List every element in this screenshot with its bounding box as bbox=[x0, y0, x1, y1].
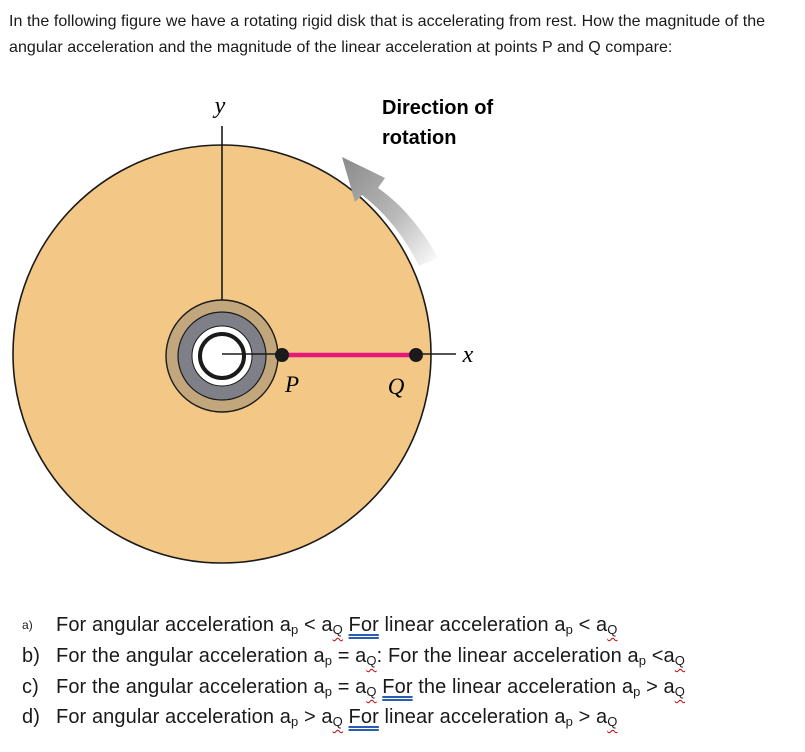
direction-label-line2: rotation bbox=[382, 127, 457, 149]
x-axis-label: x bbox=[462, 342, 474, 368]
option-d[interactable]: d) For angular acceleration $a_p > a_Q$ For linear acceleration $a_p > a_Q$ bbox=[22, 706, 618, 729]
point-p-label: P bbox=[284, 372, 300, 397]
point-q bbox=[409, 348, 423, 362]
y-axis-label: y bbox=[214, 93, 226, 119]
rotating-disk-figure bbox=[0, 80, 805, 600]
axle bbox=[200, 334, 244, 378]
point-p bbox=[275, 348, 289, 362]
option-c[interactable]: c) For the angular acceleration $a_p = a_Q$ For the linear acceleration $a_p > a_Q$ bbox=[22, 676, 685, 699]
option-marker: a) bbox=[22, 618, 33, 632]
option-marker: c) bbox=[22, 676, 39, 698]
direction-label-line1: Direction of bbox=[382, 97, 494, 119]
option-marker: d) bbox=[22, 706, 40, 728]
point-q-label: Q bbox=[387, 374, 405, 399]
option-b[interactable]: b) For the angular acceleration $a_p = a_Q$: For the linear acceleration $a_p <a_Q$ bbox=[22, 645, 685, 668]
question-text: In the following figure we have a rotating rigid disk that is accelerating from rest. How the magnitude of the angular acceleration and the magnitude of the linear acceleration at points P and Q compare: bbox=[9, 13, 766, 56]
option-marker: b) bbox=[22, 645, 40, 667]
option-a[interactable]: a) For angular acceleration $a_p < a_Q$ For linear acceleration $a_p < a_Q$ bbox=[22, 614, 618, 637]
